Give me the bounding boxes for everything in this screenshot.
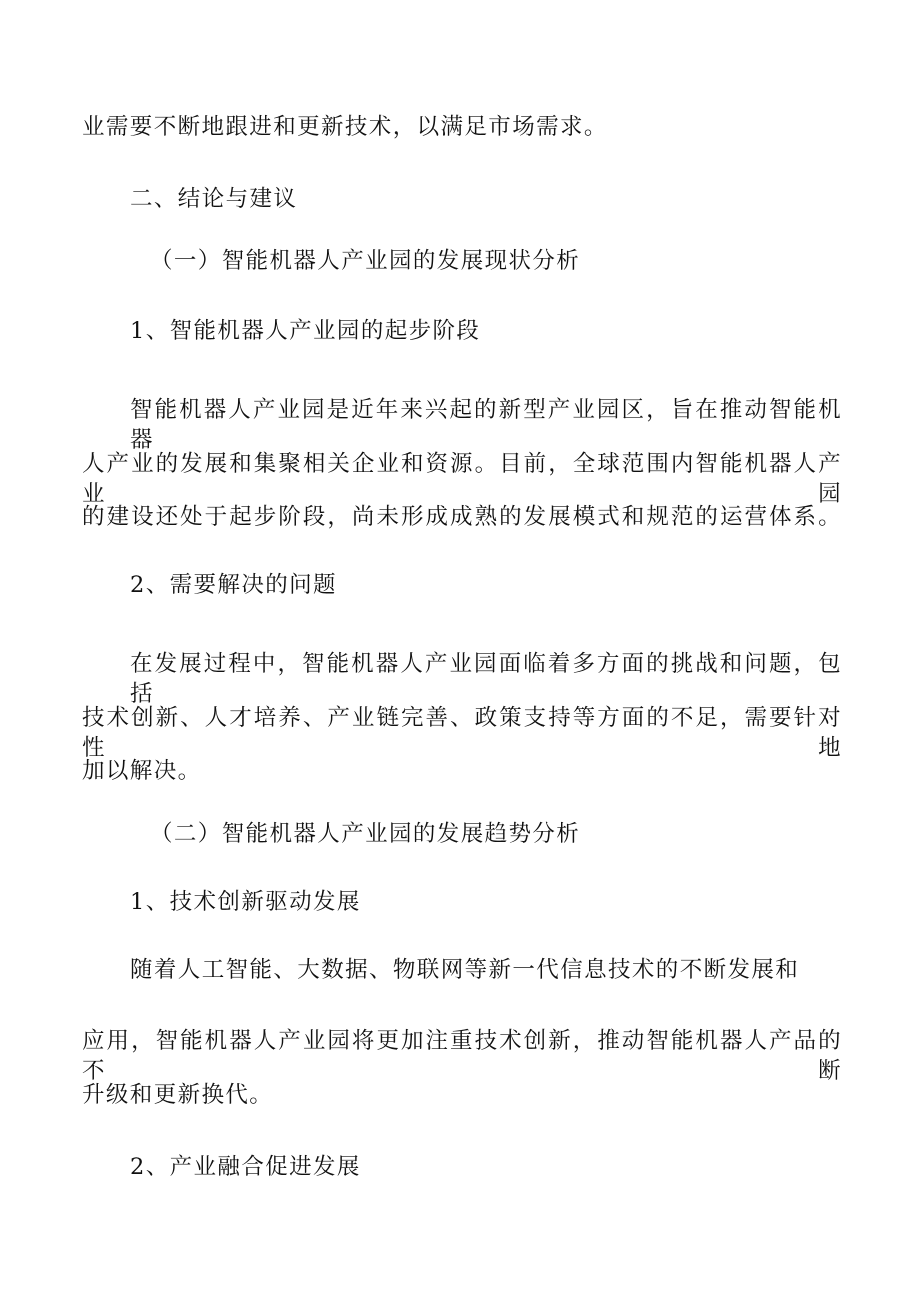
section-heading: 二、结论与建议 (130, 186, 298, 212)
item-heading: 2、产业融合促进发展 (130, 1154, 361, 1180)
paragraph-line: 应用，智能机器人产业园将更加注重技术创新，推动智能机器人产品的不断 (82, 1028, 842, 1084)
paragraph-line: 的建设还处于起步阶段，尚未形成成熟的发展模式和规范的运营体系。 (82, 504, 842, 530)
paragraph-line: 人产业的发展和集聚相关企业和资源。目前，全球范围内智能机器人产业园 (82, 451, 842, 507)
paragraph-line: 升级和更新换代。 (82, 1082, 274, 1108)
paragraph-line: 加以解决。 (82, 758, 202, 784)
paragraph-line: 智能机器人产业园是近年来兴起的新型产业园区，旨在推动智能机器 (130, 397, 842, 453)
paragraph-line: 技术创新、人才培养、产业链完善、政策支持等方面的不足，需要针对性地 (82, 705, 842, 761)
paragraph-line: 在发展过程中，智能机器人产业园面临着多方面的挑战和问题，包括 (130, 651, 842, 707)
item-heading: 1、智能机器人产业园的起步阶段 (130, 318, 481, 344)
subsection-heading: （二）智能机器人产业园的发展趋势分析 (150, 821, 581, 847)
subsection-heading: （一）智能机器人产业园的发展现状分析 (150, 248, 581, 274)
item-heading: 1、技术创新驱动发展 (130, 889, 361, 915)
item-heading: 2、需要解决的问题 (130, 572, 337, 598)
paragraph-line: 业需要不断地跟进和更新技术，以满足市场需求。 (82, 114, 608, 140)
paragraph-line: 随着人工智能、大数据、物联网等新一代信息技术的不断发展和 (130, 957, 800, 983)
